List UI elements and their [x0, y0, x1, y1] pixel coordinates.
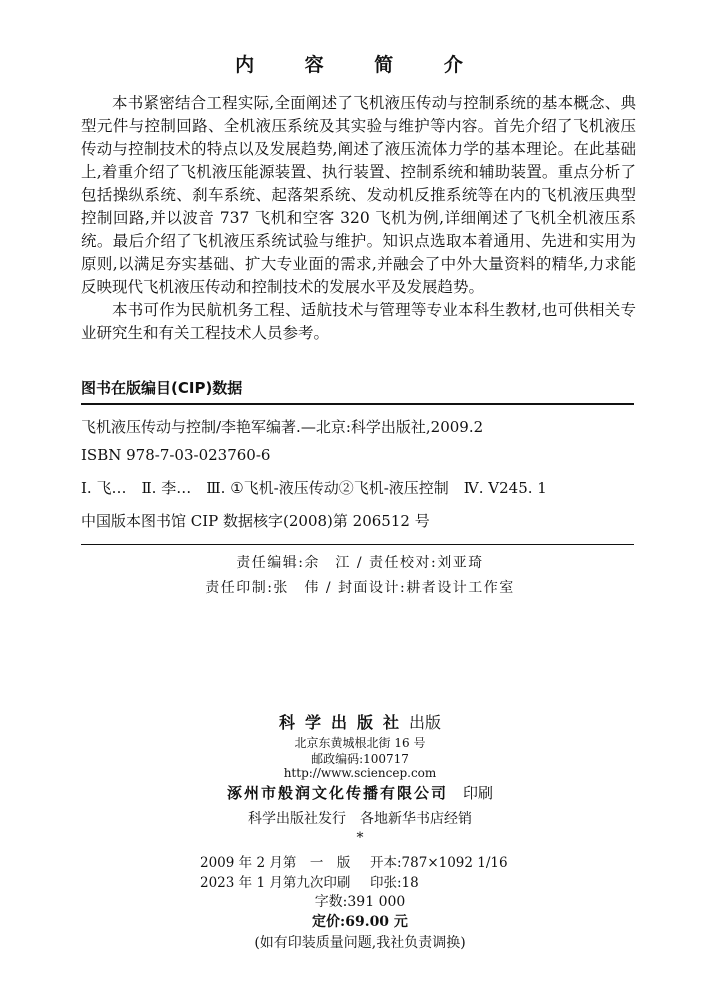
printer-suffix: 印刷 — [463, 784, 494, 802]
publisher-suffix: 出版 — [409, 713, 442, 732]
edition-row — [200, 851, 560, 871]
publisher-line — [0, 710, 720, 733]
intro-title: 内 容 简 介 — [235, 54, 485, 76]
cip-line: ISBN 978-7-03-023760-6 — [81, 446, 271, 464]
word-count: 字数:391 000 — [314, 894, 406, 910]
publisher-url: http://www.sciencep.com — [283, 766, 437, 780]
intro-body — [81, 92, 636, 345]
credits-editor: 责任编辑:余 江 / 责任校对:刘亚琦 — [236, 555, 484, 571]
publisher-name: 科学出版社 — [278, 713, 409, 732]
quality-note: (如有印装质量问题,我社负责调换) — [254, 935, 466, 951]
intro-paragraph: 本书可作为民航机务工程、适航技术与管理等专业本科生教材,也可供相关专业研究生和有关工程技术人员参考。 — [81, 301, 636, 342]
cip-heading: 图书在版编目(CIP)数据 — [81, 379, 243, 397]
cip-top-rule — [81, 403, 634, 405]
printer-name: 涿州市般润文化传播有限公司 — [226, 784, 448, 802]
price: 定价:69.00 元 — [312, 914, 408, 930]
printed-sheets: 印张:18 — [370, 875, 419, 891]
cip-bottom-rule — [81, 544, 634, 545]
book-format: 开本:787×1092 1/16 — [370, 855, 508, 871]
edition: 2009 年 2 月第 一 版 — [200, 855, 351, 871]
intro-paragraph: 本书紧密结合工程实际,全面阐述了飞机液压传动与控制系统的基本概念、典型元件与控制回路、全机液压系统及其实验与维护等内容。首先介绍了飞机液压传动与控制技术的特点以及发展趋势,阐述了液压流体力学的基本理论。在此基础上,着重介绍了飞机液压能源装置、执行装置、控制系统和辅助装置。重点分析了包括操纵系统、刹车系统、起落架系统、发动机反推系统等在内的飞机液压典型控制回路,并以波音 737 飞机和空客 320 飞机为例,详细阐述了飞机全机液压系统。最后介绍了飞机液压系统试验与维护。知识点选取本着通用、先进和实用为原则,以满足夯实基础、扩大专业面的需求,并融会了中外大量资料的精华,力求能反映现代飞机液压传动和控制技术的发展水平及发展趋势。 — [81, 94, 636, 296]
credits-print: 责任印制:张 伟 / 封面设计:耕者设计工作室 — [205, 580, 515, 596]
cip-line: Ⅰ. 飞… Ⅱ. 李… Ⅲ. ①飞机-液压传动②飞机-液压控制 Ⅳ. V245. 1 — [81, 479, 547, 497]
separator-star: * — [356, 830, 364, 846]
printer-line — [0, 782, 720, 803]
publisher-address: 北京东黄城根北街 16 号 — [294, 736, 426, 750]
cip-line: 中国版本图书馆 CIP 数据核字(2008)第 206512 号 — [81, 512, 430, 530]
distribution-line: 科学出版社发行 各地新华书店经销 — [248, 811, 472, 827]
publisher-postcode: 邮政编码:100717 — [311, 752, 409, 766]
printing: 2023 年 1 月第九次印刷 — [200, 875, 351, 891]
cip-line: 飞机液压传动与控制/李艳军编著.—北京:科学出版社,2009.2 — [81, 418, 484, 436]
printing-row — [200, 871, 560, 891]
